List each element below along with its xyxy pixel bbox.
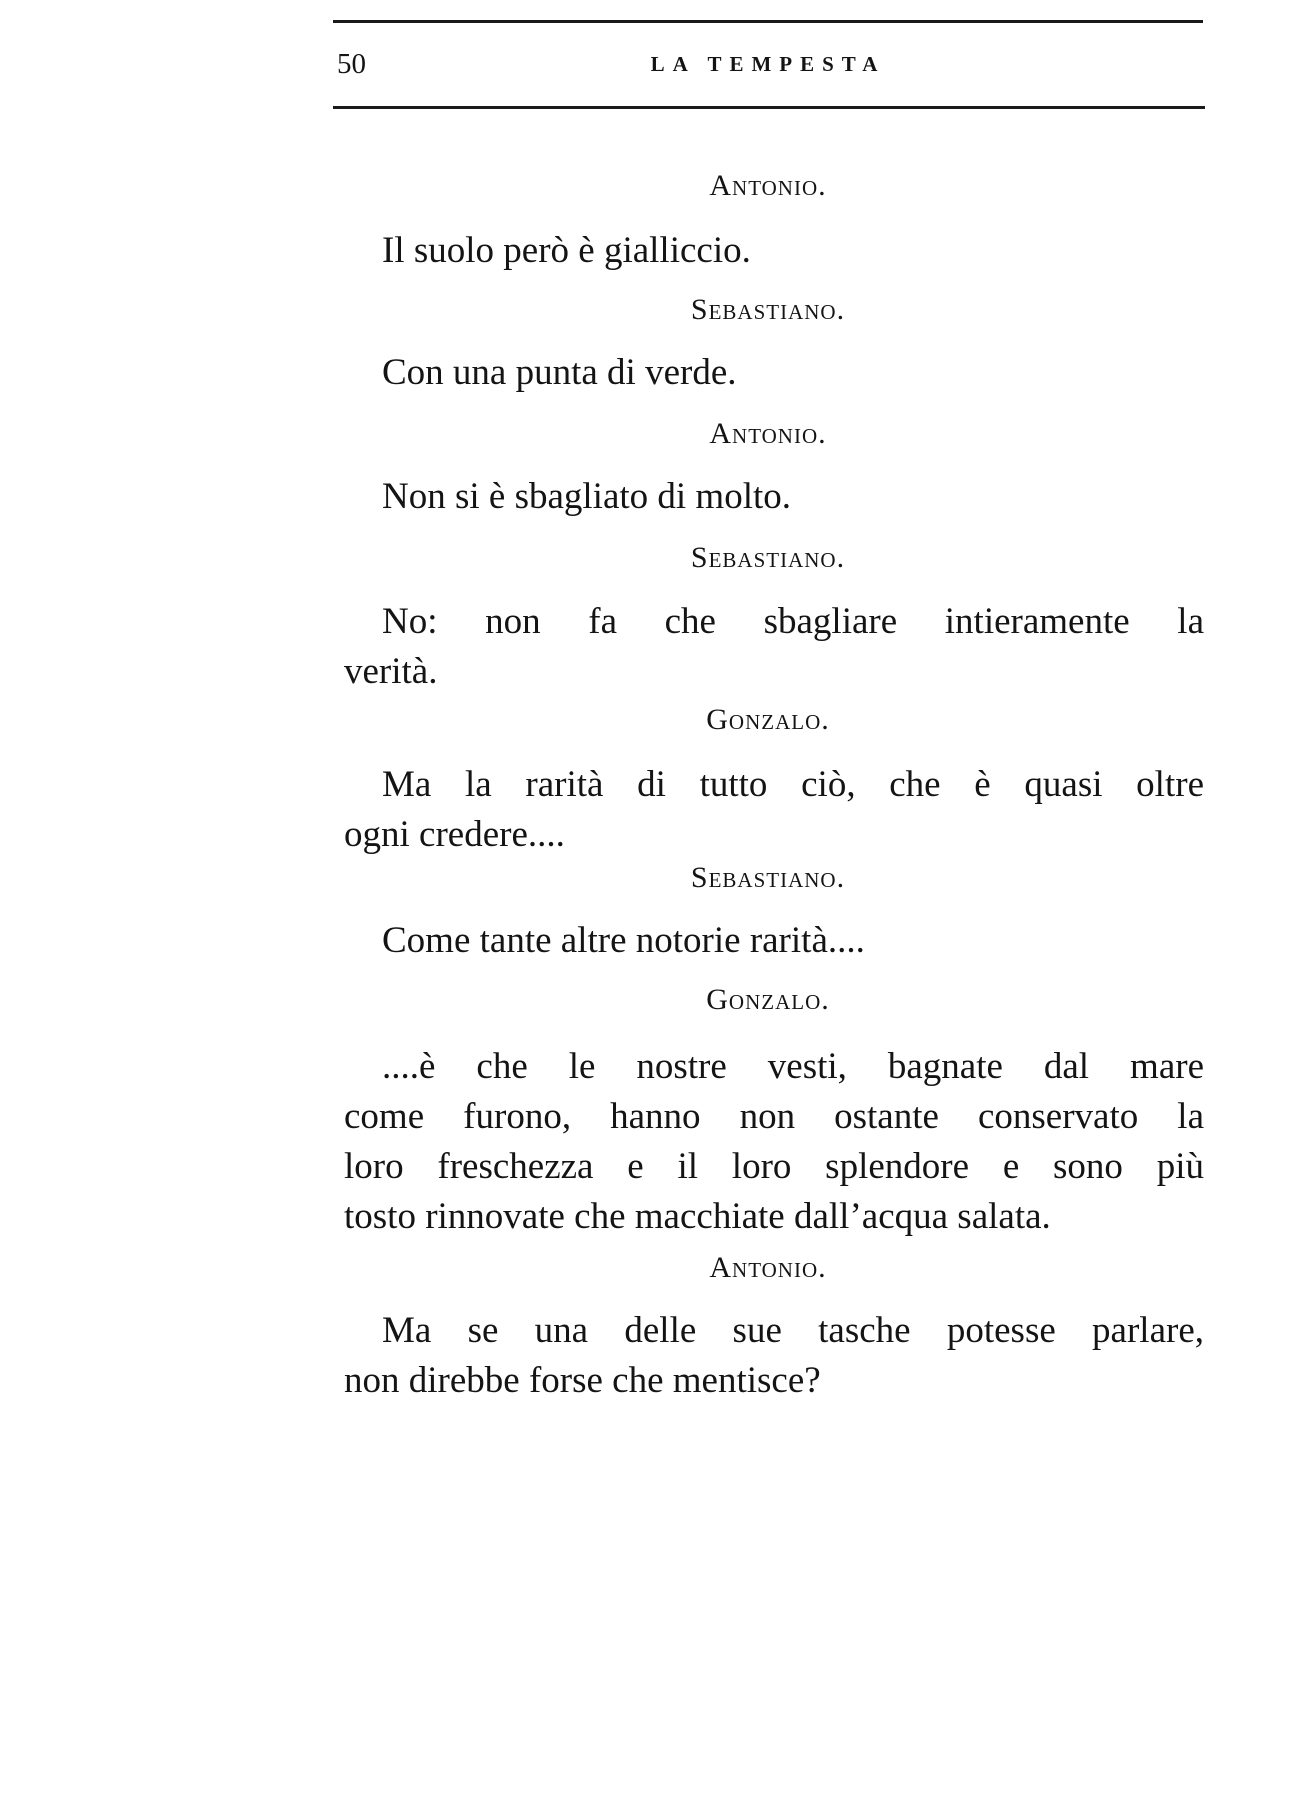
speech-line: Come tante altre notorie rarità.... <box>382 920 865 961</box>
speech-line: Non si è sbagliato di molto. <box>382 476 792 517</box>
speech-paragraph <box>344 760 1204 860</box>
speech-paragraph <box>344 1306 1204 1406</box>
speaker-name: Gonzalo. <box>706 703 830 736</box>
speaker-name: Sebastiano. <box>690 861 846 894</box>
header-rule-bottom <box>333 106 1205 109</box>
speech-line: Il suolo però è gialliccio. <box>382 230 751 271</box>
speech-line: Ma se una delle sue tasche potesse parlare, <box>382 1310 1204 1351</box>
running-head <box>333 44 1203 84</box>
speech-line: non direbbe forse che mentisce? <box>344 1360 821 1401</box>
speaker-name: Antonio. <box>709 417 827 450</box>
speech-paragraph <box>344 1042 1204 1242</box>
header-rule-top <box>333 20 1203 23</box>
speaker-name: Sebastiano. <box>690 541 846 574</box>
running-title: LA TEMPESTA <box>650 52 886 76</box>
speech-line: ogni credere.... <box>344 814 565 855</box>
speech-line: come furono, hanno non ostante conservato la <box>344 1096 1204 1137</box>
speaker-name: Antonio. <box>709 1251 827 1284</box>
speech-line: Con una punta di verde. <box>382 352 737 393</box>
speech-paragraph <box>344 597 1204 697</box>
speaker-name: Sebastiano. <box>690 293 846 326</box>
speech-line: No: non fa che sbagliare intieramente la <box>382 601 1204 642</box>
speaker-name: Antonio. <box>709 169 827 202</box>
speech-line: ....è che le nostre vesti, bagnate dal mare <box>382 1046 1204 1087</box>
speech-line: tosto rinnovate che macchiate dall’acqua salata. <box>344 1196 1051 1237</box>
speech-line: verità. <box>344 651 438 692</box>
page-number: 50 <box>337 48 366 80</box>
speech-line: loro freschezza e il loro splendore e sono più <box>344 1146 1204 1187</box>
speaker-name: Gonzalo. <box>706 983 830 1016</box>
speech-line: Ma la rarità di tutto ciò, che è quasi oltre <box>382 764 1204 805</box>
